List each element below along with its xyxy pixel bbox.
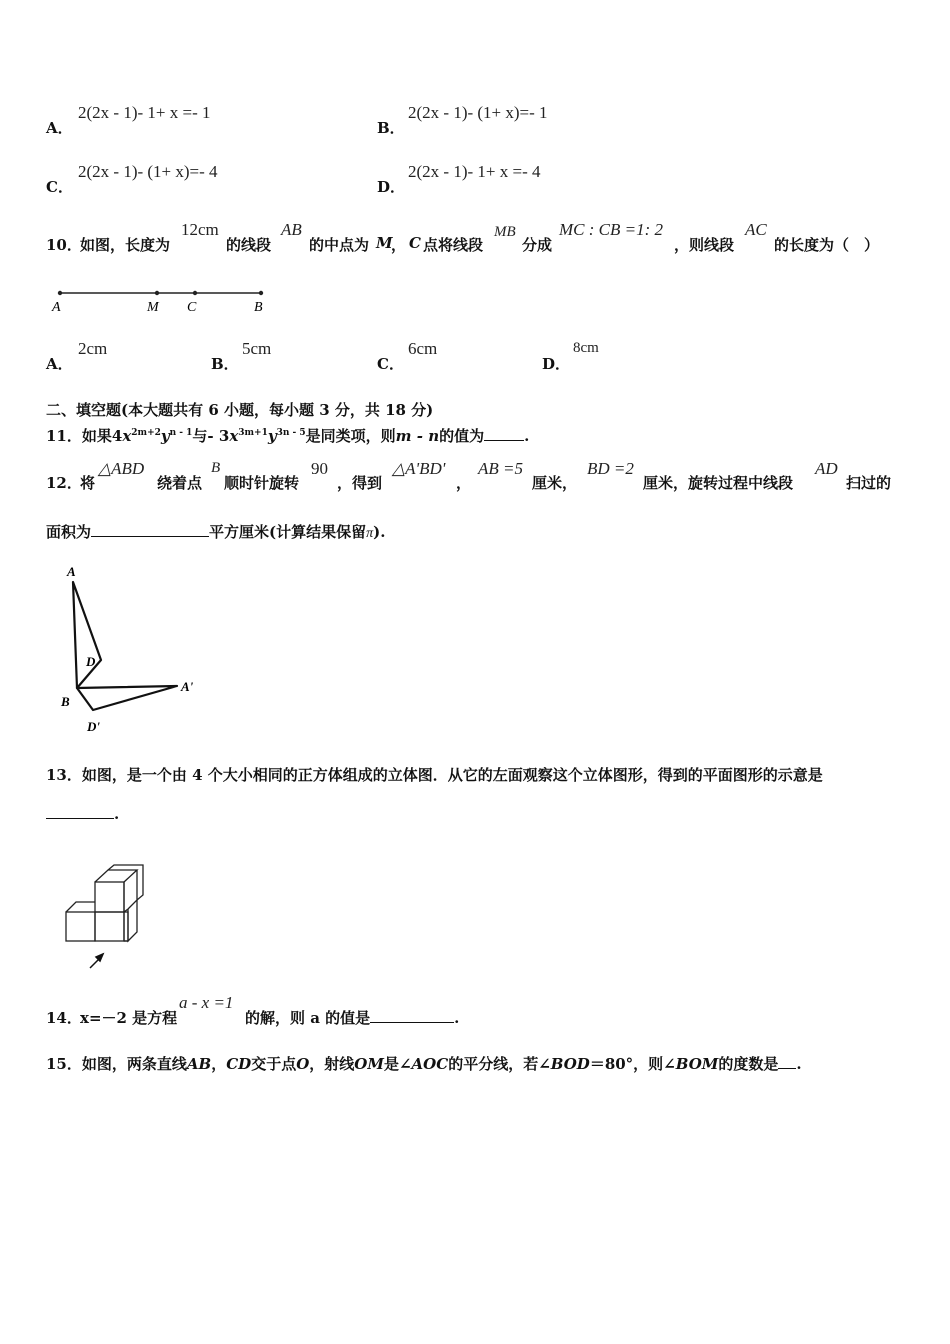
q13-depth-left (66, 902, 95, 912)
q12-answer-blank[interactable] (91, 522, 209, 537)
q15-var-aoc: AOC (411, 1055, 449, 1073)
q10-segment-ab: AB (281, 220, 302, 239)
q10-option-d-value: 8cm (573, 340, 599, 356)
q12-angle: 90 (311, 459, 328, 478)
q10-option-d-label: D． (542, 355, 571, 373)
q10-label-a: A (52, 300, 61, 315)
q11-end: . (524, 427, 530, 445)
q13-line-2 (46, 804, 119, 823)
q12-text-10: 平方厘米(计算结果保留 (209, 523, 367, 541)
q13-number: 13． (46, 766, 82, 784)
q13-cube-figure (56, 853, 156, 978)
q15-text-4: ，射线 (309, 1055, 355, 1073)
q10-ratio: MC : CB =1: 2 (559, 220, 664, 239)
q9-option-d-expr: 2(2x - 1)- 1+ x =- 4 (408, 162, 541, 181)
q10-length: 12cm (181, 220, 219, 239)
q10-var-c: C (409, 234, 421, 252)
q11-y-1: y (160, 427, 170, 445)
q10-text-6: 分成 (522, 236, 553, 254)
q10-label-c: C (187, 300, 197, 315)
q15-text-2: ， (211, 1055, 227, 1073)
q10-text-7: ，则线段 (674, 236, 735, 254)
q10-var-m: M (376, 234, 393, 252)
q14-text-2: 的解，则 a 的值是 (245, 1009, 371, 1027)
q11-exp-1: 2m+2 (131, 428, 161, 438)
q14-equation: a - x =1 (179, 993, 234, 1012)
q15-var-bod: BOD (550, 1055, 590, 1073)
q12-text-7: 厘米，旋转过程中线段 (643, 474, 794, 492)
q13-line-1 (46, 764, 823, 785)
q15-answer-blank[interactable] (778, 1054, 796, 1069)
q10-label-m: M (147, 300, 159, 315)
q14-text-1: x=－2 是方程 (80, 1009, 178, 1027)
q12-triangle-original (73, 582, 101, 688)
q9-option-c-expr: 2(2x - 1)- (1+ x)=- 4 (78, 162, 218, 181)
q12-pi: π (366, 526, 374, 541)
q11-answer-blank[interactable] (484, 426, 524, 441)
q10-number: 10． (46, 236, 82, 254)
q12-number: 12． (46, 474, 82, 492)
q14-number: 14． (46, 1009, 82, 1027)
q14-end: . (454, 1009, 460, 1027)
q11-number: 11． (46, 427, 82, 445)
q12-text-2: 绕着点 (157, 474, 203, 492)
q10-segment-figure (40, 282, 280, 318)
q10-text-3: 的中点为 (309, 236, 370, 254)
q12-text-9: 面积为 (46, 523, 92, 541)
q13-answer-blank[interactable] (46, 804, 114, 819)
q9-option-d-label: D． (377, 178, 406, 196)
q11-exp-4: 3n - 5 (276, 428, 306, 438)
q15-text-8: 的度数是 (718, 1055, 779, 1073)
q15-line (46, 1053, 802, 1074)
q11-expression: m - n (395, 427, 440, 445)
q15-var-bom: BOM (675, 1055, 719, 1073)
q11-text-1: 如果 (81, 427, 112, 445)
q10-point-b (259, 291, 263, 295)
q12-label-a-prime: A' (181, 679, 194, 694)
q12-text-5: ， (456, 474, 472, 492)
q12-text-8: 扫过的 (846, 474, 892, 492)
q12-label-a: A (67, 564, 76, 579)
q10-option-a-value: 2cm (78, 339, 108, 358)
q10-text-2: 的线段 (226, 236, 272, 254)
q13-depth-right-lower (128, 900, 137, 941)
q11-y-2: y (267, 427, 277, 445)
q13-depth-right-upper (128, 870, 137, 909)
q12-line-2 (46, 521, 385, 542)
q12-label-b: B (61, 694, 70, 709)
q10-option-b-value: 5cm (242, 339, 272, 358)
q15-text-3: 交于点 (251, 1055, 297, 1073)
q10-point-m (155, 291, 159, 295)
q12-text-3: 顺时针旋转 (224, 474, 300, 492)
q12-label-d: D (86, 654, 96, 669)
q11-text-4: 的值为 (439, 427, 485, 445)
q10-option-a-label: A． (46, 355, 73, 373)
q12-text-1: 将 (80, 474, 96, 492)
q12-triangle-abd: △ABD (98, 459, 145, 478)
q12-bd-length: BD =2 (587, 459, 634, 478)
q11-coef-1: 4 (111, 427, 123, 445)
q10-text-1: 如图，长度为 (80, 236, 171, 254)
q12-segment-ad: AD (815, 459, 838, 478)
q11-x-1: x (122, 427, 132, 445)
q15-var-cd: CD (226, 1055, 252, 1073)
q12-label-d-prime: D' (87, 719, 100, 734)
q10-option-c-label: C． (377, 355, 404, 373)
q15-end: . (796, 1055, 802, 1073)
q15-var-om: OM (354, 1055, 384, 1073)
q10-segment-mb: MB (494, 224, 516, 240)
q12-rotation-figure (55, 560, 215, 740)
q10-label-b: B (254, 300, 263, 315)
q15-text-6: 的平分线，若∠ (448, 1055, 551, 1073)
q9-option-a-label: A． (46, 119, 73, 137)
q11-exp-3: 3m+1 (238, 428, 268, 438)
q12-text-4: ，得到 (337, 474, 383, 492)
section2-title: 二、填空题(本大题共有 6 小题，每小题 3 分，共 18 分) (46, 401, 434, 419)
q9-option-c-label: C． (46, 178, 73, 196)
q12-triangle-rotated (77, 686, 177, 710)
q10-text-4: ， (391, 236, 407, 254)
q9-option-b-expr: 2(2x - 1)- (1+ x)=- 1 (408, 103, 548, 122)
q11-text-2: 与 (192, 427, 208, 445)
q12-triangle-abd-prime: △A'BD' (392, 459, 446, 478)
q10-option-c-value: 6cm (408, 339, 438, 358)
q15-var-ab: AB (186, 1055, 212, 1073)
q15-number: 15． (46, 1055, 82, 1073)
q13-depth-top (95, 870, 137, 882)
q14-line (245, 1007, 459, 1028)
q13-cube-top (95, 882, 124, 912)
q10-point-c (193, 291, 197, 295)
q11-x-2: x (229, 427, 239, 445)
q10-point-a (58, 291, 62, 295)
q15-var-o: O (296, 1055, 310, 1073)
q12-text-11: ). (373, 523, 386, 541)
q12-ab-length: AB =5 (478, 459, 523, 478)
q13-end: . (114, 805, 120, 823)
q15-text-1: 如图，两条直线 (81, 1055, 187, 1073)
q15-text-7: ＝80°，则∠ (589, 1055, 676, 1073)
q11-text-3: 是同类项，则 (305, 427, 396, 445)
q11-coef-2: - 3 (207, 427, 230, 445)
q15-text-5: 是∠ (383, 1055, 412, 1073)
q11-exp-2: n - 1 (169, 428, 193, 438)
q11-text (46, 425, 529, 446)
q12-text-6: 厘米， (532, 474, 578, 492)
q14-answer-blank[interactable] (370, 1008, 454, 1023)
q10-segment-ac: AC (745, 220, 767, 239)
q13-cube-bottom-left (66, 912, 95, 941)
q12-point-b: B (211, 460, 221, 476)
q9-option-b-label: B． (377, 119, 405, 137)
q10-text-8: 的长度为（ ） (774, 236, 880, 254)
q10-option-b-label: B． (211, 355, 239, 373)
q13-text: 如图，是一个由 4 个大小相同的正方体组成的立体图．从它的左面观察这个立体图形，得到的平面图形的示意是 (81, 766, 823, 784)
q9-option-a-expr: 2(2x - 1)- 1+ x =- 1 (78, 103, 211, 122)
q13-cube-bottom-middle (95, 912, 124, 941)
q10-text-5: 点将线段 (423, 236, 484, 254)
